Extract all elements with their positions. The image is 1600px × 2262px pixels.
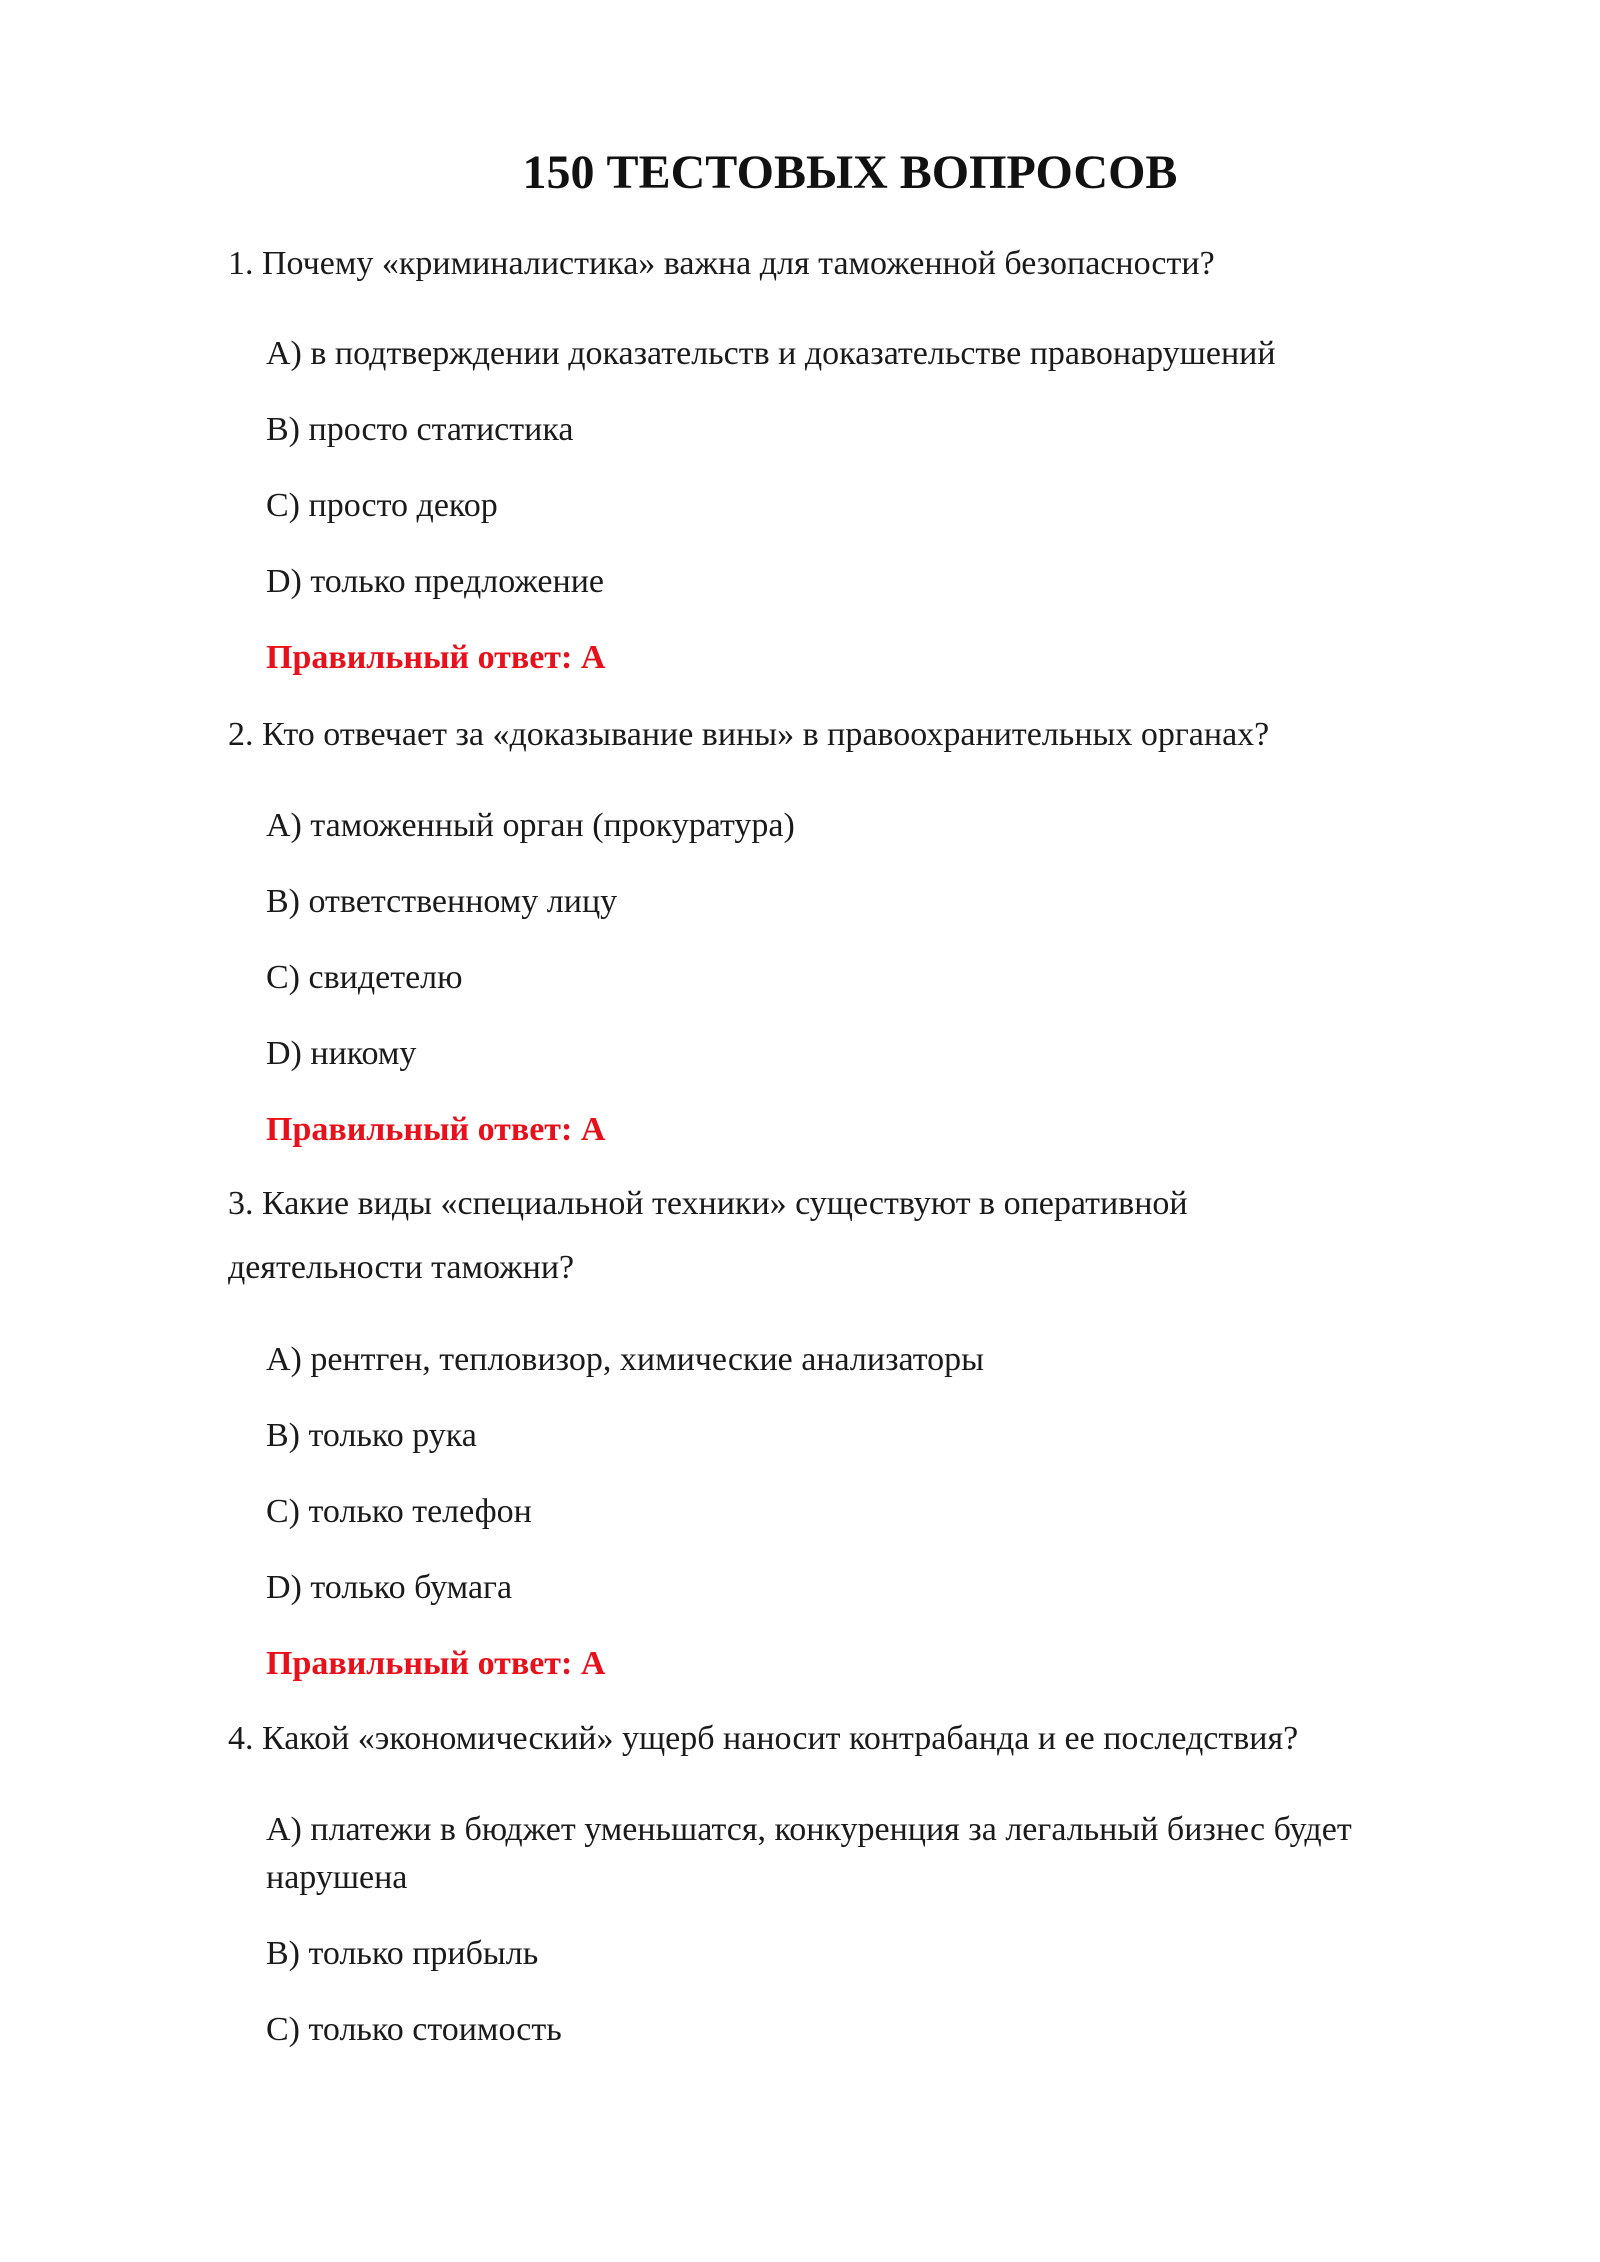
question-3-stem-line-2: деятельности таможни? <box>228 1249 575 1286</box>
question-3-option-b: B) только рука <box>266 1417 477 1454</box>
question-1-correct-answer: Правильный ответ: A <box>266 639 606 676</box>
question-2-correct-answer: Правильный ответ: A <box>266 1111 606 1148</box>
question-2-option-a: A) таможенный орган (прокуратура) <box>266 807 795 844</box>
question-3-stem-line-1: 3. Какие виды «специальной техники» существуют в оперативной <box>228 1185 1188 1222</box>
question-1-option-a: A) в подтверждении доказательств и доказательстве правонарушений <box>266 335 1276 372</box>
question-2-option-d: D) никому <box>266 1035 417 1072</box>
question-1-option-d: D) только предложение <box>266 563 604 600</box>
question-3-option-d: D) только бумага <box>266 1569 513 1606</box>
question-1-option-b: B) просто статистика <box>266 411 574 448</box>
question-3-option-a: A) рентген, тепловизор, химические анализаторы <box>266 1341 984 1378</box>
question-4-stem: 4. Какой «экономический» ущерб наносит контрабанда и ее последствия? <box>228 1720 1299 1757</box>
document-title: 150 ТЕСТОВЫХ ВОПРОСОВ <box>522 146 1178 199</box>
question-4-option-c: C) только стоимость <box>266 2011 562 2048</box>
question-3-option-c: C) только телефон <box>266 1493 532 1530</box>
question-3-correct-answer: Правильный ответ: A <box>266 1645 606 1682</box>
question-2-stem: 2. Кто отвечает за «доказывание вины» в правоохранительных органах? <box>228 716 1270 753</box>
question-4-option-a: A) платежи в бюджет уменьшатся, конкуренция за легальный бизнес будет нарушена <box>266 1811 1352 1896</box>
question-2-option-b: B) ответственному лицу <box>266 883 618 920</box>
question-1-option-c: C) просто декор <box>266 487 498 524</box>
question-4-option-b: B) только прибыль <box>266 1935 539 1972</box>
question-1-stem: 1. Почему «криминалистика» важна для таможенной безопасности? <box>228 245 1215 282</box>
question-2-option-c: C) свидетелю <box>266 959 463 996</box>
